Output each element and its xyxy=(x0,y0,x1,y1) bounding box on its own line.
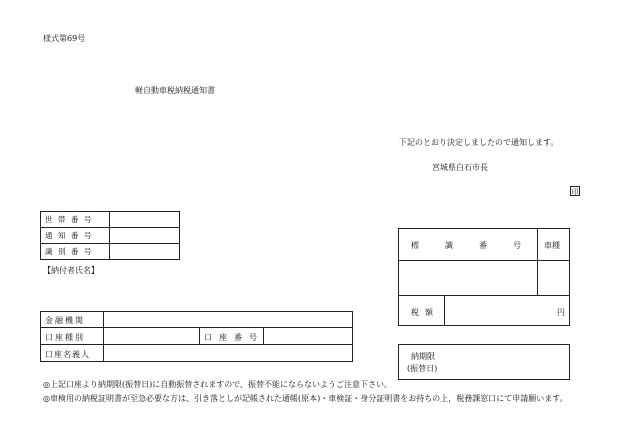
payer-name-label: 【納付者氏名】 xyxy=(43,266,99,275)
account-holder-label: 口座名義人 xyxy=(45,350,90,359)
issuer-name: 宮城県白石市長 xyxy=(432,163,488,172)
household-number-label: 世帯番号 xyxy=(41,212,110,228)
document-title: 軽自動車税納税通知書 xyxy=(135,86,215,95)
yen-label: 円 xyxy=(557,308,565,317)
note-2: ◎車検用の納税証明書が至急必要な方は、引き落としが記帳された通帳(原本)・車検証・身分証明書をお持ちの上，税務課窓口にて申請願います。 xyxy=(43,394,568,403)
household-number-value xyxy=(110,212,180,228)
seal-stamp: 印 xyxy=(571,188,579,196)
taxpayer-table xyxy=(40,211,180,260)
bank-table xyxy=(40,311,352,361)
due-date-label: 納期限 xyxy=(411,352,435,361)
plate-number-label: 標識番号 xyxy=(411,241,547,250)
tax-amount-label: 税額 xyxy=(411,308,439,317)
vehicle-table xyxy=(398,228,570,326)
table-row xyxy=(41,244,180,260)
id-number-value xyxy=(110,244,180,260)
notice-number-value xyxy=(110,228,180,244)
notice-text: 下記のとおり決定しましたので通知します。 xyxy=(399,138,559,147)
due-date-box xyxy=(398,344,570,380)
table-row xyxy=(41,228,180,244)
note-1: ◎上記口座より納期限(振替日)に自動振替されますので、振替不能にならないようご注意下さい。 xyxy=(43,380,393,389)
id-number-label: 識別番号 xyxy=(41,244,110,260)
form-number: 様式第69号 xyxy=(43,34,86,43)
vehicle-type-label: 車種 xyxy=(544,241,560,250)
notice-number-label: 通知番号 xyxy=(41,228,110,244)
transfer-date-label: (振替日) xyxy=(407,364,438,373)
account-type-label: 口座種別 xyxy=(45,333,85,342)
table-row xyxy=(41,212,180,228)
account-number-label: 口座番号 xyxy=(204,333,264,342)
institution-label: 金融機関 xyxy=(45,316,85,325)
